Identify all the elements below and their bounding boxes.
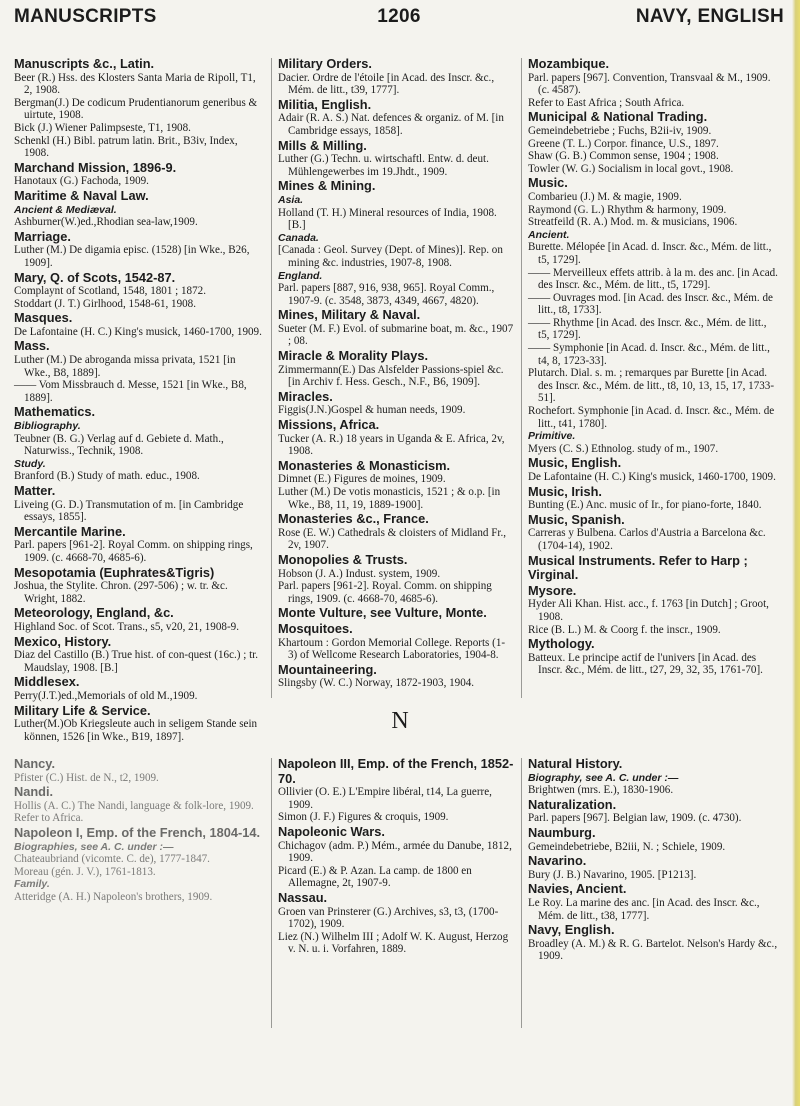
index-heading: Mozambique. [528,56,610,71]
index-entry: Schenkl (H.) Bibl. patrum latin. Brit., B3iv, Index, 1908. [14,134,238,160]
index-heading: Mexico, History. [14,633,112,649]
index-entry: Luther (G.) Techn. u. wirtschaftl. Entw. d. deut. Mühlengewerbes im 19.Jhdt., 1909. [278,153,489,178]
index-entry: Hollis (A. C.) The Nandi, language & folk-lore, 1909. [14,799,254,812]
index-entry: Parl. papers [961-2]. Royal Comm. on shipping rings, 1909. (c. 4668-70, 4685-6). [14,539,253,564]
index-entry: Ashburner(W.)ed.,Rhodian sea-law,1909. [14,216,198,229]
index-heading: Natural History. [528,756,623,771]
index-entry: Hobson (J. A.) Indust. system, 1909. [278,567,441,580]
index-entry: Refer to Africa. [14,812,84,825]
index-entry: Diaz del Castillo (B.) True hist. of con-quest (16c.) ; tr. Maudslay, 1908. [B.] [14,649,259,674]
index-column-n3 [528,756,780,963]
column-rule [521,758,522,1028]
index-heading: Mass. [14,338,50,354]
index-heading: Mesopotamia (Euphrates&Tigris) [14,564,215,580]
index-entry: Liez (N.) Wilhelm III ; Adolf W. K. August, Herzog v. N. u. i. Vorfahren, 1889. [278,930,509,956]
index-heading: Municipal & National Trading. [528,109,708,125]
index-heading: Musical Instruments. Refer to Harp ; Virginal. [528,552,748,583]
page-number: 1206 [377,6,421,27]
index-entry: Streatfeild (R. A.) Mod. m. & musicians, 1906. [528,216,738,229]
index-heading: Mary, Q. of Scots, 1542-87. [14,269,176,285]
index-entry: Gemeindebetriebe ; Fuchs, B2ii-iv, 1909. [528,124,712,137]
index-entry: Gemeindebetriebe, B2iii, N. ; Schiele, 1909. [528,840,726,853]
index-subheading: Biographies, see A. C. under :— [14,840,174,853]
index-entry: Refer to East Africa ; South Africa. [528,96,685,109]
index-entry: —— Rhythme [in Acad. des Inscr. &c., Mém. de litt., t5, 1729]. [528,316,767,342]
running-head-left: MANUSCRIPTS [14,6,157,27]
index-subheading: England. [278,269,323,282]
index-heading: Marriage. [14,228,71,244]
index-heading: Napoleon III, Emp. of the French, 1852-70. [278,756,514,786]
index-entry: Luther(M.)Ob Kriegsleute auch in seligem Stande sein können, 1526 [in Wke., B19, 1897]. [14,718,258,743]
index-entry: Ollivier (O. E.) L'Empire libéral, t14, La guerre, 1909. [278,786,492,811]
index-heading: Meteorology, England, &c. [14,605,174,621]
index-heading: Maritime & Naval Law. [14,187,149,203]
index-heading: Mines, Military & Naval. [278,307,421,323]
index-entry: Hanotaux (G.) Fachoda, 1909. [14,175,149,188]
index-heading: Music, Irish. [528,483,602,499]
index-column-2 [278,56,514,690]
index-entry: Khartoum : Gordon Memorial College. Reports (1-3) of Wellcome Research Laboratories, 1904-8. [278,636,506,662]
index-entry: Rice (B. L.) M. & Coorg f. the inscr., 1909. [528,623,721,636]
index-subheading: Canada. [278,231,319,244]
index-heading: Masques. [14,310,73,326]
index-entry: Parl. papers [967]. Belgian law, 1909. (c. 4730). [528,812,742,825]
index-entry: Adair (R. A. S.) Nat. defences & organiz. of M. [in Cambridge essays, 1858]. [278,112,504,137]
index-heading: Miracles. [278,388,333,404]
index-entry: Bergman(J.) De codicum Prudentianorum generibus & uirtute, 1908. [14,96,258,122]
index-entry: Liveing (G. D.) Transmutation of m. [in Cambridge essays, 1855]. [14,498,244,524]
index-heading: Marchand Mission, 1896-9. [14,159,177,175]
index-heading: Mythology. [528,636,595,652]
index-entry: Plutarch. Dial. s. m. ; remarques par Burette [in Acad. des Inscr. &c., Mém. de litt., t8, 10, 13, 15, 17, 1733-51]. [528,367,775,405]
index-entry: De Lafontaine (H. C.) King's musick, 1460-1700, 1909. [14,325,262,338]
column-rule [271,58,272,698]
index-entry: Hyder Ali Khan. Hist. acc., f. 1763 [in Dutch] ; Groot, 1908. [528,598,769,623]
index-entry: Branford (B.) Study of math. educ., 1908. [14,470,200,483]
index-entry: Sueter (M. F.) Evol. of submarine boat, m. &c., 1907 ; 08. [278,322,514,348]
index-column-n1 [14,756,264,904]
index-entry: Complaynt of Scotland, 1548, 1801 ; 1872. [14,285,206,298]
page-edge [792,0,800,1106]
index-subheading: Ancient & Mediæval. [14,203,117,216]
index-entry: Highland Soc. of Scot. Trans., s5, v20, 21, 1908-9. [14,620,239,633]
index-entry: Shaw (G. B.) Common sense, 1904 ; 1908. [528,150,719,163]
index-entry: —— Merveilleux effets attrib. à la m. des anc. [in Acad. des Inscr. &c., Mém. de litt., t5, 1729]. [528,266,778,292]
index-heading: Music, English. [528,455,622,471]
index-heading: Monopolies & Trusts. [278,551,408,567]
index-entry: Brightwen (mrs. E.), 1830-1906. [528,784,674,797]
index-entry: Slingsby (W. C.) Norway, 1872-1903, 1904. [278,677,475,690]
running-head-right: NAVY, ENGLISH [635,6,784,27]
index-heading: Matter. [14,483,56,498]
index-heading: Military Orders. [278,56,372,71]
index-column-n2 [278,756,514,956]
index-entry: Burette. Mélopée [in Acad. d. Inscr. &c., Mém. de litt., t5, 1729]. [528,241,772,266]
index-heading: Mills & Milling. [278,137,367,153]
index-heading: Mountaineering. [278,661,377,677]
index-entry: Beer (R.) Hss. des Klosters Santa Maria de Ripoll, T1, 2, 1908. [14,71,256,97]
index-entry: Raymond (G. L.) Rhythm & harmony, 1909. [528,203,727,216]
index-entry: Parl. papers [887, 916, 938, 965]. Royal Comm., 1907-9. (c. 3548, 3873, 4349, 4667, 4820). [278,282,495,307]
index-heading: Napoleon I, Emp. of the French, 1804-14. [14,824,261,840]
index-entry: Chateaubriand (vicomte. C. de), 1777-1847. [14,853,210,866]
index-entry: Holland (T. H.) Mineral resources of India, 1908. [B.] [278,206,497,232]
index-entry: Parl. papers [967]. Convention, Transvaal & M., 1909. (c. 4587). [528,71,771,97]
column-rule [271,758,272,1028]
index-heading: Navies, Ancient. [528,881,627,897]
index-subheading: Family. [14,878,50,891]
index-heading: Monte Vulture, see Vulture, Monte. [278,605,487,621]
index-entry: Luther (M.) De digamia episc. (1528) [in Wke., B26, 1909]. [14,244,250,269]
index-entry: Towler (W. G.) Socialism in local govt., 1908. [528,162,734,175]
index-entry: De Lafontaine (H. C.) King's musick, 1460-1700, 1909. [528,471,776,483]
index-subheading: Asia. [278,193,304,206]
index-entry: —— Symphonie [in Acad. d. Inscr. &c., Mém. de litt., t4, 8, 1723-33]. [528,342,770,367]
index-entry: Joshua, the Stylite. Chron. (297-506) ; w. tr. &c. Wright, 1882. [14,580,228,605]
index-heading: Manuscripts &c., Latin. [14,56,155,71]
index-heading: Mercantile Marine. [14,523,126,539]
index-entry: Figgis(J.N.)Gospel & human needs, 1909. [278,404,466,417]
index-heading: Nassau. [278,889,328,905]
index-entry: —— Ouvrages mod. [in Acad. des Inscr. &c., Mém. de litt., t8, 1733]. [528,291,773,317]
index-entry: Luther (M.) De abroganda missa privata, 1521 [in Wke., B8, 1889]. [14,354,236,379]
index-entry: Greene (T. L.) Corpor. finance, U.S., 1897. [528,137,719,150]
index-entry: Le Roy. La marine des anc. [in Acad. des Inscr. &c., Mém. de litt., t38, 1777]. [528,896,760,922]
index-column-1 [14,56,264,743]
index-subheading: Bibliography. [14,420,81,433]
index-heading: Naturalization. [528,796,617,812]
index-entry: —— Vom Missbrauch d. Messe, 1521 [in Wke., B8, 1889]. [14,379,247,404]
index-subheading: Ancient. [528,228,570,241]
index-entry: Rose (E. W.) Cathedrals & cloisters of Midland Fr., 2v, 1907. [278,526,507,552]
index-entry: Stoddart (J. T.) Girlhood, 1548-61, 1908. [14,297,197,310]
index-heading: Monasteries & Monasticism. [278,457,451,473]
index-heading: Mosquitoes. [278,620,353,636]
index-entry: Rochefort. Symphonie [in Acad. d. Inscr. &c., Mém. de litt., t41, 1780]. [528,405,775,430]
index-entry: Perry(J.T.)ed.,Memorials of old M.,1909. [14,689,198,702]
index-heading: Missions, Africa. [278,417,380,433]
section-letter: N [391,708,409,734]
index-heading: Music, Spanish. [528,511,625,527]
index-entry: Batteux. Le principe actif de l'univers [in Acad. des Inscr. &c., Mém. de litt., t27, 29, 32, 35, 1761-70]. [528,651,763,677]
index-entry: Luther (M.) De votis monasticis, 1521 ; & o.p. [in Wke., B8, 11, 19, 1889-1900]. [278,486,501,511]
index-entry: Tucker (A. R.) 18 years in Uganda & E. Africa, 2v, 1908. [278,432,505,458]
index-heading: Middlesex. [14,674,80,690]
column-rule [521,58,522,698]
index-heading: Navarino. [528,853,587,869]
index-entry: Bunting (E.) Anc. music of Ir., for piano-forte, 1840. [528,499,762,512]
index-entry: Zimmermann(E.) Das Alsfelder Passions-spiel &c. [in Archiv f. Hess. Gesch., N.F., B6, 1909]. [278,363,504,389]
index-entry: Groen van Prinsterer (G.) Archives, s3, t3, (1700-1702), 1909. [278,905,499,931]
index-heading: Mines & Mining. [278,178,376,194]
index-subheading: Primitive. [528,430,576,443]
index-heading: Miracle & Morality Plays. [278,348,429,364]
index-entry: Dacier. Ordre de l'étoile [in Acad. des Inscr. &c., Mém. de litt., t39, 1777]. [278,71,495,97]
index-entry: Parl. papers [961-2]. Royal. Comm. on shipping rings, 1909. (c. 4668-70, 4685-6). [278,580,492,605]
index-entry: Carreras y Bulbena. Carlos d'Austria a Barcelona &c. (1704-14), 1902. [528,527,766,552]
index-heading: Navy, English. [528,922,615,938]
index-heading: Nancy. [14,756,56,771]
index-heading: Militia, English. [278,96,372,112]
index-column-3 [528,56,780,677]
index-entry: Chichagov (adm. P.) Mém., armée du Danube, 1812, 1909. [278,839,512,865]
page-header [14,6,784,36]
index-entry: Bury (J. B.) Navarino, 1905. [P1213]. [528,868,697,881]
index-heading: Military Life & Service. [14,702,151,718]
index-heading: Napoleonic Wars. [278,823,385,839]
index-heading: Music. [528,175,568,191]
index-heading: Mathematics. [14,404,96,420]
index-entry: Combarieu (J.) M. & magie, 1909. [528,190,682,203]
index-entry: Atteridge (A. H.) Napoleon's brothers, 1909. [14,890,213,903]
index-entry: Moreau (gén. J. V.), 1761-1813. [14,865,156,878]
index-entry: Dimnet (E.) Figures de moines, 1909. [278,473,446,486]
index-entry: Picard (E.) & P. Azan. La camp. de 1800 en Allemagne, 2t, 1907-9. [278,864,472,890]
index-heading: Naumburg. [528,824,596,840]
index-entry: [Canada : Geol. Survey (Dept. of Mines)]. Rep. on mining &c. industries, 1907-8, 1908. [278,244,503,269]
index-heading: Nandi. [14,784,54,800]
index-entry: Broadley (A. M.) & R. G. Bartelot. Nelson's Hardy &c., 1909. [528,937,778,963]
index-entry: Bick (J.) Wiener Palimpseste, T1, 1908. [14,121,191,134]
index-entry: Myers (C. S.) Ethnolog. study of m., 1907. [528,442,719,455]
index-heading: Mysore. [528,582,577,598]
index-heading: Monasteries &c., France. [278,511,429,527]
index-subheading: Study. [14,457,46,470]
index-entry: Pfister (C.) Hist. de N., t2, 1909. [14,771,159,784]
index-entry: Simon (J. F.) Figures & croquis, 1909. [278,811,449,824]
index-entry: Teubner (B. G.) Verlag auf d. Gebiete d. Math., Naturwiss., Technik, 1908. [14,432,224,458]
index-subheading: Biography, see A. C. under :— [528,771,679,784]
